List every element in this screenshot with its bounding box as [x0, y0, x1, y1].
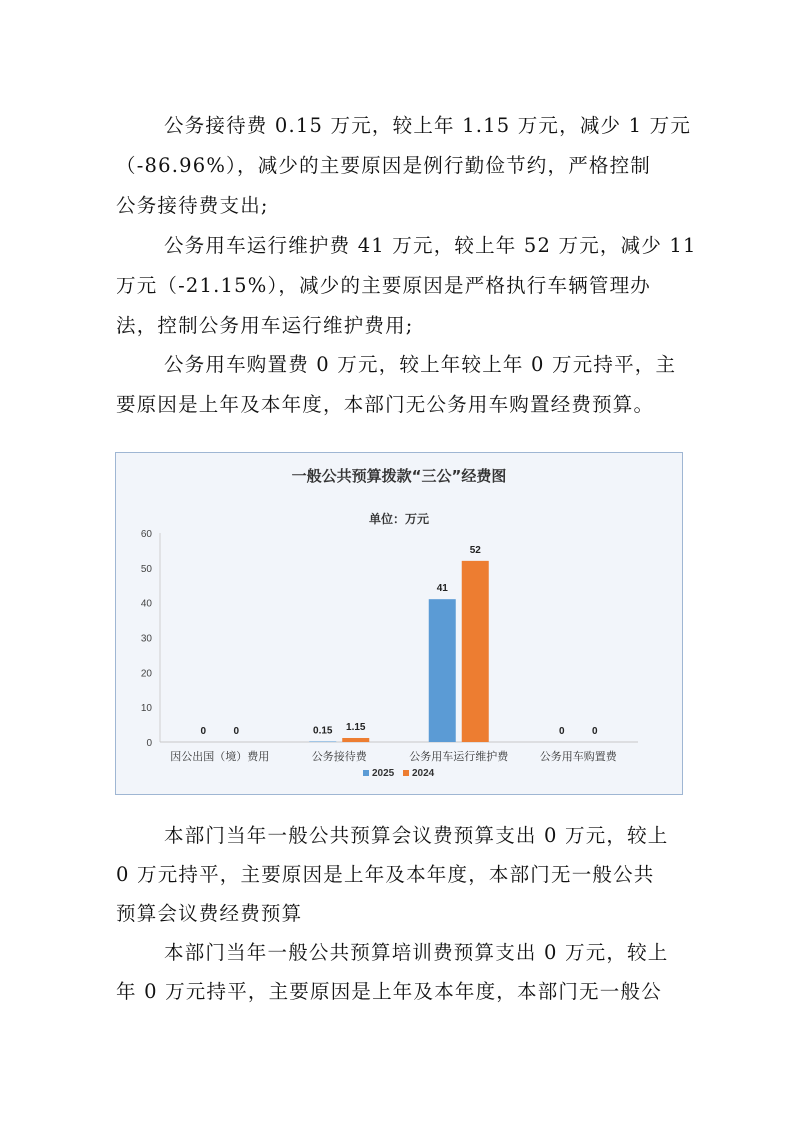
- chart-svg: [116, 453, 682, 794]
- category-label: 公务用车购置费: [539, 750, 617, 763]
- y-tick-label: 40: [140, 598, 152, 610]
- data-label: 0: [200, 726, 207, 737]
- text-line: 年 0 万元持平，主要原因是上年及本年度，本部门无一般公: [116, 980, 662, 1003]
- y-tick-label: 50: [140, 563, 152, 575]
- category-label: 公务接待费: [311, 750, 367, 763]
- legend-label: 2025: [372, 768, 395, 779]
- data-label: 0: [591, 726, 598, 737]
- text-line: 本部门当年一般公共预算培训费预算支出 0 万元，较上: [164, 941, 669, 964]
- bar-2024-2: [462, 561, 489, 742]
- y-tick-label: 30: [140, 633, 152, 645]
- legend-label: 2024: [412, 768, 435, 779]
- bar-2024-1: [342, 738, 369, 742]
- text-line: 0 万元持平，主要原因是上年及本年度，本部门无一般公共: [116, 863, 655, 886]
- text-line: 要原因是上年及本年度，本部门无公务用车购置经费预算。: [116, 393, 655, 416]
- chart-title: 一般公共预算拨款“三公”经费图: [291, 467, 507, 485]
- category-labels: [170, 749, 617, 763]
- data-label: 41: [436, 583, 448, 595]
- data-label: 0.15: [313, 725, 333, 737]
- text-line: 公务接待费支出;: [116, 194, 269, 217]
- legend-swatch: [363, 770, 369, 776]
- bars: [309, 561, 489, 742]
- category-label: 因公出国（境）费用: [170, 750, 270, 763]
- category-label: 公务用车运行维护费: [409, 750, 509, 763]
- text-line: 法，控制公务用车运行维护费用;: [116, 314, 414, 337]
- bar-2025-1: [309, 741, 336, 742]
- data-label: 1.15: [346, 721, 366, 733]
- text-line: 公务接待费 0.15 万元，较上年 1.15 万元，减少 1 万元: [164, 114, 692, 137]
- three-public-expense-chart: [115, 452, 683, 795]
- data-labels: [200, 545, 598, 737]
- data-label: 52: [469, 544, 481, 556]
- data-label: 0: [233, 726, 240, 737]
- y-tick-label: 10: [140, 703, 152, 715]
- text-line: 万元（-21.15%），减少的主要原因是严格执行车辆管理办: [116, 274, 651, 297]
- y-tick-label: 0: [146, 738, 152, 749]
- chart-subtitle: 单位：万元: [368, 512, 430, 526]
- y-tick-label: 20: [140, 668, 152, 680]
- text-line: 公务用车运行维护费 41 万元，较上年 52 万元，减少 11: [164, 234, 697, 257]
- data-label: 0: [558, 726, 565, 737]
- legend-swatch: [403, 770, 409, 776]
- text-line: （-86.96%），减少的主要原因是例行勤俭节约，严格控制: [116, 154, 651, 177]
- y-axis-ticks: [141, 529, 153, 749]
- text-line: 预算会议费经费预算: [116, 902, 303, 925]
- legend: [363, 768, 435, 779]
- text-line: 公务用车购置费 0 万元，较上年较上年 0 万元持平，主: [164, 353, 677, 376]
- text-line: 本部门当年一般公共预算会议费预算支出 0 万元，较上: [164, 824, 669, 847]
- y-tick-label: 60: [140, 529, 152, 540]
- bar-2025-2: [429, 599, 456, 742]
